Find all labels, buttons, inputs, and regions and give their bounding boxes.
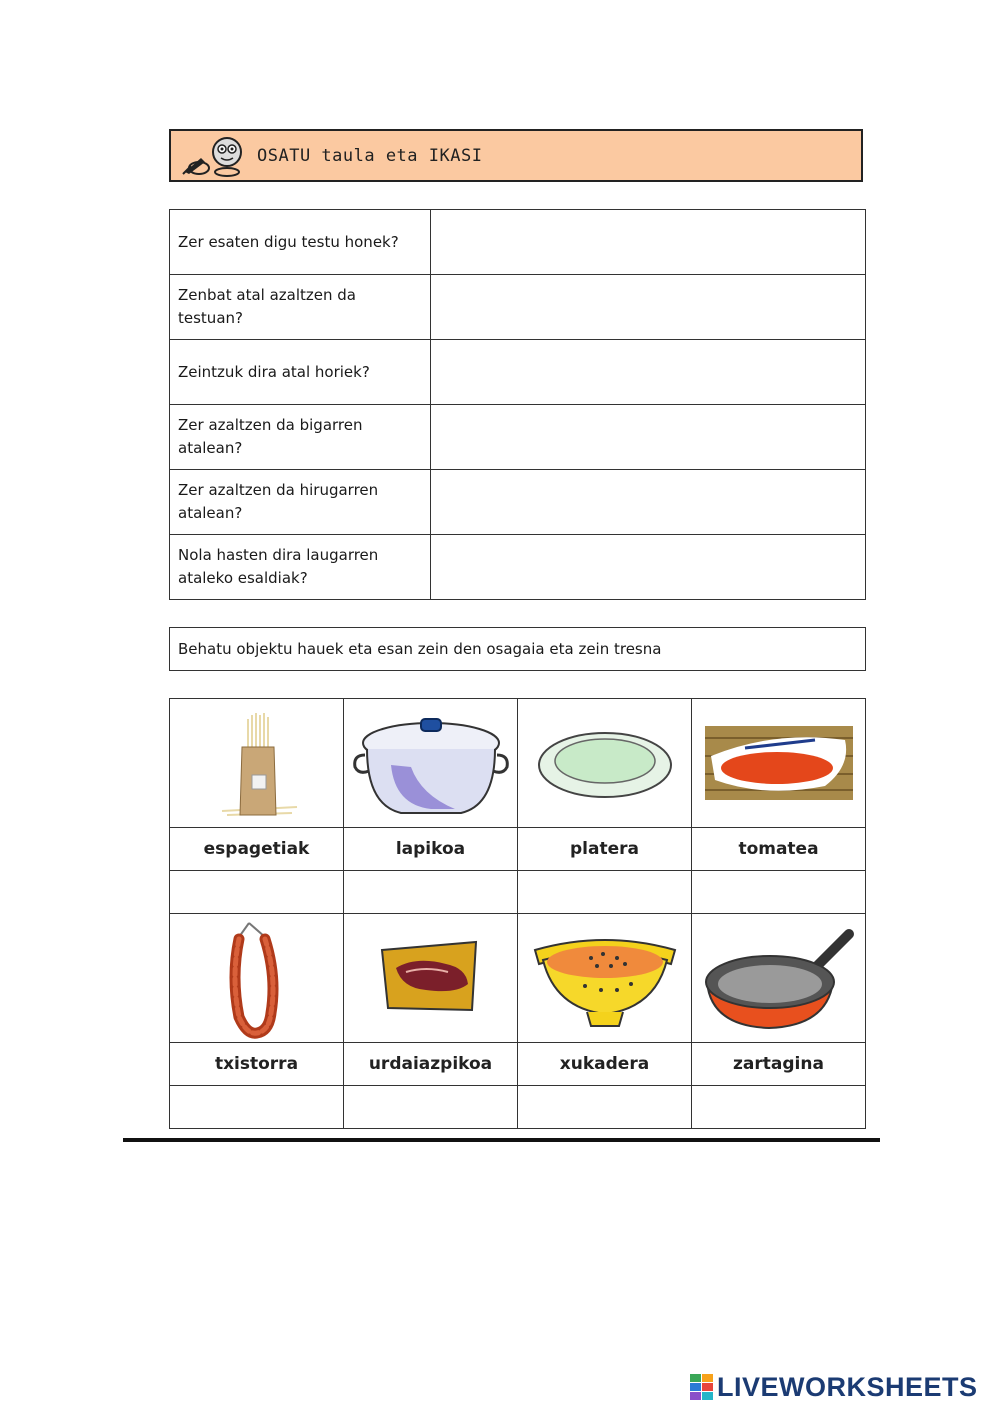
answer-cell[interactable] xyxy=(692,1086,866,1129)
answer-cell[interactable] xyxy=(431,275,866,340)
question-cell: Zeintzuk dira atal horiek? xyxy=(170,340,431,405)
label-row xyxy=(170,828,866,871)
question-row xyxy=(170,470,866,535)
object-label: zartagina xyxy=(692,1043,866,1086)
image-row xyxy=(170,699,866,828)
answer-cell[interactable] xyxy=(518,871,692,914)
question-row xyxy=(170,340,866,405)
question-table xyxy=(169,209,866,600)
header-title: OSATU taula eta IKASI xyxy=(257,145,483,166)
header-banner xyxy=(169,129,863,182)
answer-cell[interactable] xyxy=(518,1086,692,1129)
object-label: xukadera xyxy=(518,1043,692,1086)
chorizo-sausage-icon xyxy=(217,917,297,1039)
colander-icon xyxy=(531,924,679,1032)
question-cell: Zer azaltzen da bigarren atalean? xyxy=(170,405,431,470)
image-cell xyxy=(344,914,518,1043)
question-cell: Zer esaten digu testu honek? xyxy=(170,210,431,275)
ham-icon xyxy=(376,938,486,1018)
frying-pan-icon xyxy=(699,922,859,1034)
liveworksheets-logo-icon xyxy=(690,1374,714,1400)
image-cell xyxy=(170,699,344,828)
object-label: txistorra xyxy=(170,1043,344,1086)
instruction-box xyxy=(169,627,866,671)
answer-cell[interactable] xyxy=(431,340,866,405)
answer-cell[interactable] xyxy=(692,871,866,914)
object-label: tomatea xyxy=(692,828,866,871)
image-cell xyxy=(518,699,692,828)
object-label: lapikoa xyxy=(344,828,518,871)
brand-text: LIVEWORKSHEETS xyxy=(717,1371,978,1402)
image-cell xyxy=(344,699,518,828)
answer-cell[interactable] xyxy=(344,1086,518,1129)
answer-cell[interactable] xyxy=(170,1086,344,1129)
tomato-sauce-icon xyxy=(705,726,853,800)
writing-hand-mascot-icon xyxy=(179,134,249,178)
question-cell: Nola hasten dira laugarren ataleko esaldiak? xyxy=(170,535,431,600)
question-cell: Zenbat atal azaltzen da testuan? xyxy=(170,275,431,340)
divider-rule xyxy=(123,1138,880,1142)
question-row xyxy=(170,405,866,470)
question-row xyxy=(170,275,866,340)
answer-cell[interactable] xyxy=(431,470,866,535)
image-cell xyxy=(518,914,692,1043)
answer-cell[interactable] xyxy=(431,535,866,600)
question-row xyxy=(170,210,866,275)
object-label: espagetiak xyxy=(170,828,344,871)
instruction-text: Behatu objektu hauek eta esan zein den osagaia eta zein tresna xyxy=(178,640,662,658)
cooking-pot-icon xyxy=(351,705,511,821)
question-row xyxy=(170,535,866,600)
answer-row xyxy=(170,871,866,914)
image-row xyxy=(170,914,866,1043)
spaghetti-icon xyxy=(202,707,312,819)
image-cell xyxy=(692,699,866,828)
image-cell xyxy=(692,914,866,1043)
plate-icon xyxy=(535,723,675,803)
question-cell: Zer azaltzen da hirugarren atalean? xyxy=(170,470,431,535)
label-row xyxy=(170,1043,866,1086)
brand-logo xyxy=(690,1370,978,1404)
answer-row xyxy=(170,1086,866,1129)
object-label: platera xyxy=(518,828,692,871)
answer-cell[interactable] xyxy=(170,871,344,914)
answer-cell[interactable] xyxy=(431,210,866,275)
objects-table xyxy=(169,698,866,1129)
image-cell xyxy=(170,914,344,1043)
answer-cell[interactable] xyxy=(344,871,518,914)
object-label: urdaiazpikoa xyxy=(344,1043,518,1086)
answer-cell[interactable] xyxy=(431,405,866,470)
